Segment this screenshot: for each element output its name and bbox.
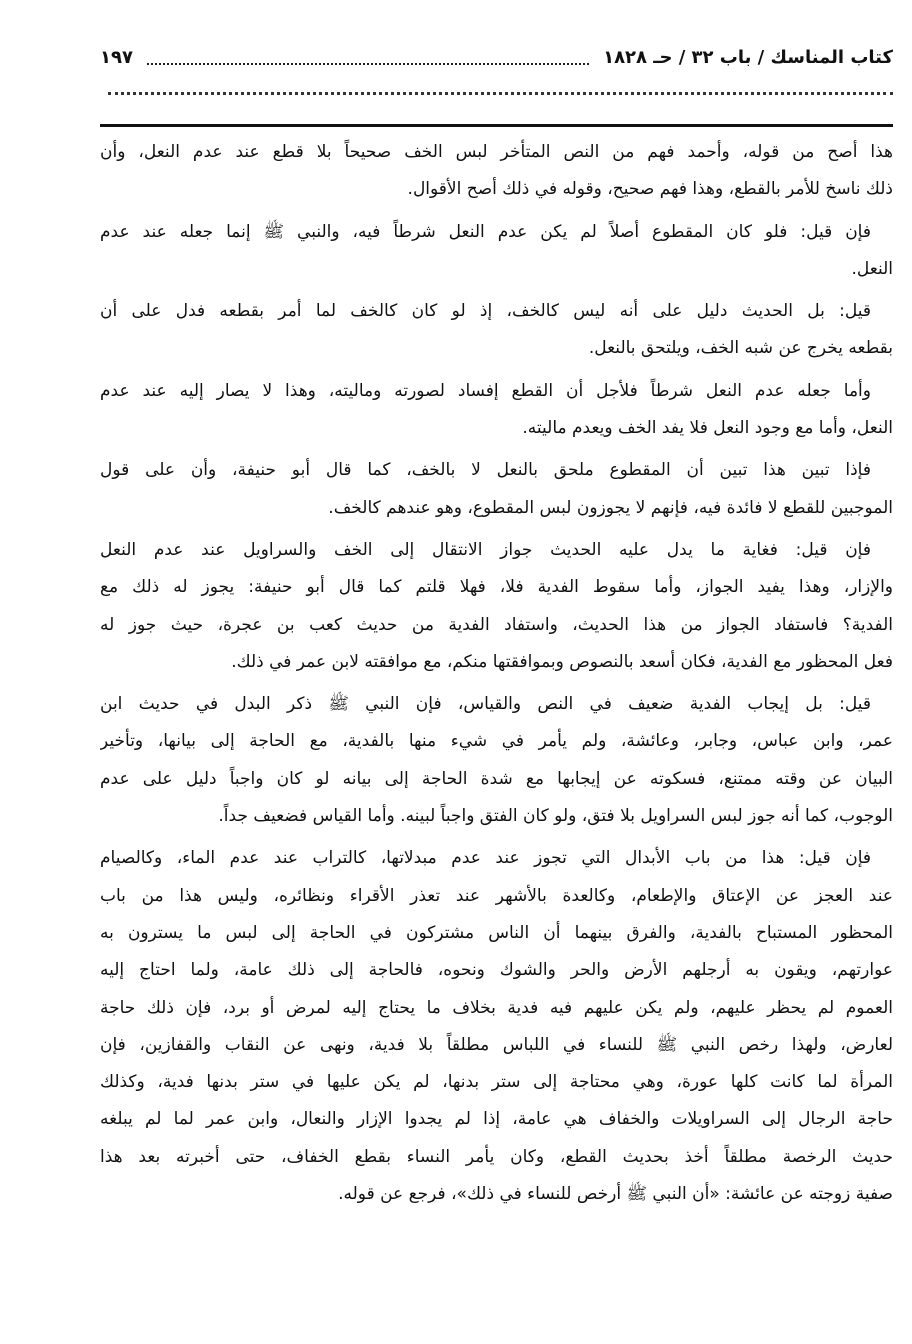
text-line: لعارض، ولهذا رخص النبي ﷺ للنساء في اللباس مطلقاً بلا فدية، ونهى عن النقاب والقفازين، فإن xyxy=(100,1034,893,1055)
text-line: البيان عن وقته ممتنع، فسكوته عن إيجابها مع شدة الحاجة إلى بيانه لو كان واجباً دليل على عدم xyxy=(100,768,893,789)
text-line: العموم لم يحظر عليهم، ولم يكن عليهم فيه فدية بخلاف ما يحتاج إليه لمرض أو برد، فإن ذلك حاجة xyxy=(100,997,893,1018)
page-body xyxy=(100,134,893,1218)
text-line: الموجبين للقطع لا فائدة فيه، فإنهم لا يجوزون لبس المقطوع، وهو عندهم كالخف. xyxy=(328,497,893,518)
text-line: صفية زوجته عن عائشة: «أن النبي ﷺ أرخص للنساء في ذلك»، فرجع عن قوله. xyxy=(338,1184,893,1205)
running-title: كتاب المناسك / باب ٣٢ / حـ ١٨٢٨ xyxy=(603,46,893,68)
text-line: عند العجز عن الإعتاق والإطعام، وكالعدة بالأشهر عند تعذر الأقراء ونظائره، وليس هذا من باب xyxy=(100,885,893,906)
page-number: ١٩٧ xyxy=(100,46,133,68)
text-line: وأما جعله عدم النعل شرطاً فلأجل أن القطع إفساد لصورته وماليته، وهذا لا يصار إليه عند عدم xyxy=(100,380,871,401)
text-line: عوارتهم، ويقون به أرجلهم الأرض والحر والشوك ونحوه، فالحاجة إلى ذلك عامة، ولما احتاج إليه xyxy=(100,960,893,981)
text-line: فإن قيل: فغاية ما يدل عليه الحديث جواز الانتقال إلى الخف والسراويل عند عدم النعل xyxy=(100,539,871,560)
text-line: فعل المحظور مع الفدية، فكان أسعد بالنصوص وبموافقتها منكم، مع موافقته لابن عمر في ذلك. xyxy=(231,651,893,672)
paragraph xyxy=(100,214,893,289)
text-line: والإزار، وهذا يفيد الجواز، وأما سقوط الفدية فلا، فهلا قلتم كما قال أبو حنيفة: يجوز له ذلك مع xyxy=(100,577,893,598)
header-rule xyxy=(100,124,893,127)
text-line: ذلك ناسخ للأمر بالقطع، وهذا فهم صحيح، وقوله في ذلك أصح الأقوال. xyxy=(407,179,893,200)
text-line: حاجة الرجال إلى السراويلات والخفاف هي عامة، إذا لم يجدوا الإزار والنعال، وابن عمر لما لم يبلغه xyxy=(100,1109,893,1130)
paragraph xyxy=(100,840,893,1213)
text-line: المحظور المستباح بالفدية، والفرق بينهما أن الناس مشتركون في الحاجة إلى لبس ما يسترون به xyxy=(100,922,893,943)
text-line: المرأة لما كانت كلها عورة، وهي محتاجة إلى ستر بدنها، لم يكن عليها في ستر بدنها فدية، وكذلك xyxy=(100,1072,893,1093)
text-line: فإن قيل: هذا من باب الأبدال التي تجوز عند عدم مبدلاتها، كالتراب عند عدم الماء، وكالصيام xyxy=(100,848,871,869)
text-line: هذا أصح من قوله، وأحمد فهم من النص المتأخر لبس الخف صحيحاً بلا قطع عند عدم النعل، وأن xyxy=(100,142,893,162)
leader-dots xyxy=(147,49,589,65)
paragraph xyxy=(100,532,893,681)
text-line: بقطعه يخرج عن شبه الخف، ويلتحق بالنعل. xyxy=(588,338,893,359)
text-line: فإن قيل: فلو كان المقطوع أصلاً لم يكن عدم النعل شرطاً فيه، والنبي ﷺ إنما جعله عند عدم xyxy=(100,221,871,242)
text-line: حديث الرخصة مطلقاً أخذ بحديث القطع، وكان يأمر النساء بقطع الخفاف، حتى أخبرته بعد هذا xyxy=(100,1146,893,1167)
text-line: النعل. xyxy=(851,258,893,279)
paragraph xyxy=(100,686,893,835)
paragraph xyxy=(100,452,893,527)
text-line: النعل، وأما مع وجود النعل فلا يفد الخف ويعدم ماليته. xyxy=(522,418,893,439)
text-line: قيل: بل الحديث دليل على أنه ليس كالخف، إذ لو كان كالخف لما أمر بقطعه فدل على أن xyxy=(100,301,871,322)
text-line: فإذا تبين هذا تبين أن المقطوع ملحق بالنعل لا بالخف، كما قال أبو حنيفة، وأن على قول xyxy=(100,460,871,481)
paragraph xyxy=(100,373,893,448)
text-line: عمر، وابن عباس، وجابر، وعائشة، ولم يأمر في شيء منها بالفدية، مع الحاجة إلى بيانها، وتأخير xyxy=(100,731,893,752)
text-line: الفدية؟ فاستفاد الجواز من هذا الحديث، واستفاد الفدية من حديث كعب بن عجرة، حيث جوز له xyxy=(100,614,893,635)
running-header xyxy=(100,40,893,74)
text-line: قيل: بل إيجاب الفدية ضعيف في النص والقياس، فإن النبي ﷺ ذكر البدل في حديث ابن xyxy=(100,694,871,715)
paragraph xyxy=(100,134,893,209)
paragraph xyxy=(100,293,893,368)
text-line: الوجوب، كما أنه جوز لبس السراويل بلا فتق، ولو كان الفتق واجباً لبينه. وأما القياس فضعيف جداً. xyxy=(218,806,893,827)
dotted-divider xyxy=(108,92,893,95)
